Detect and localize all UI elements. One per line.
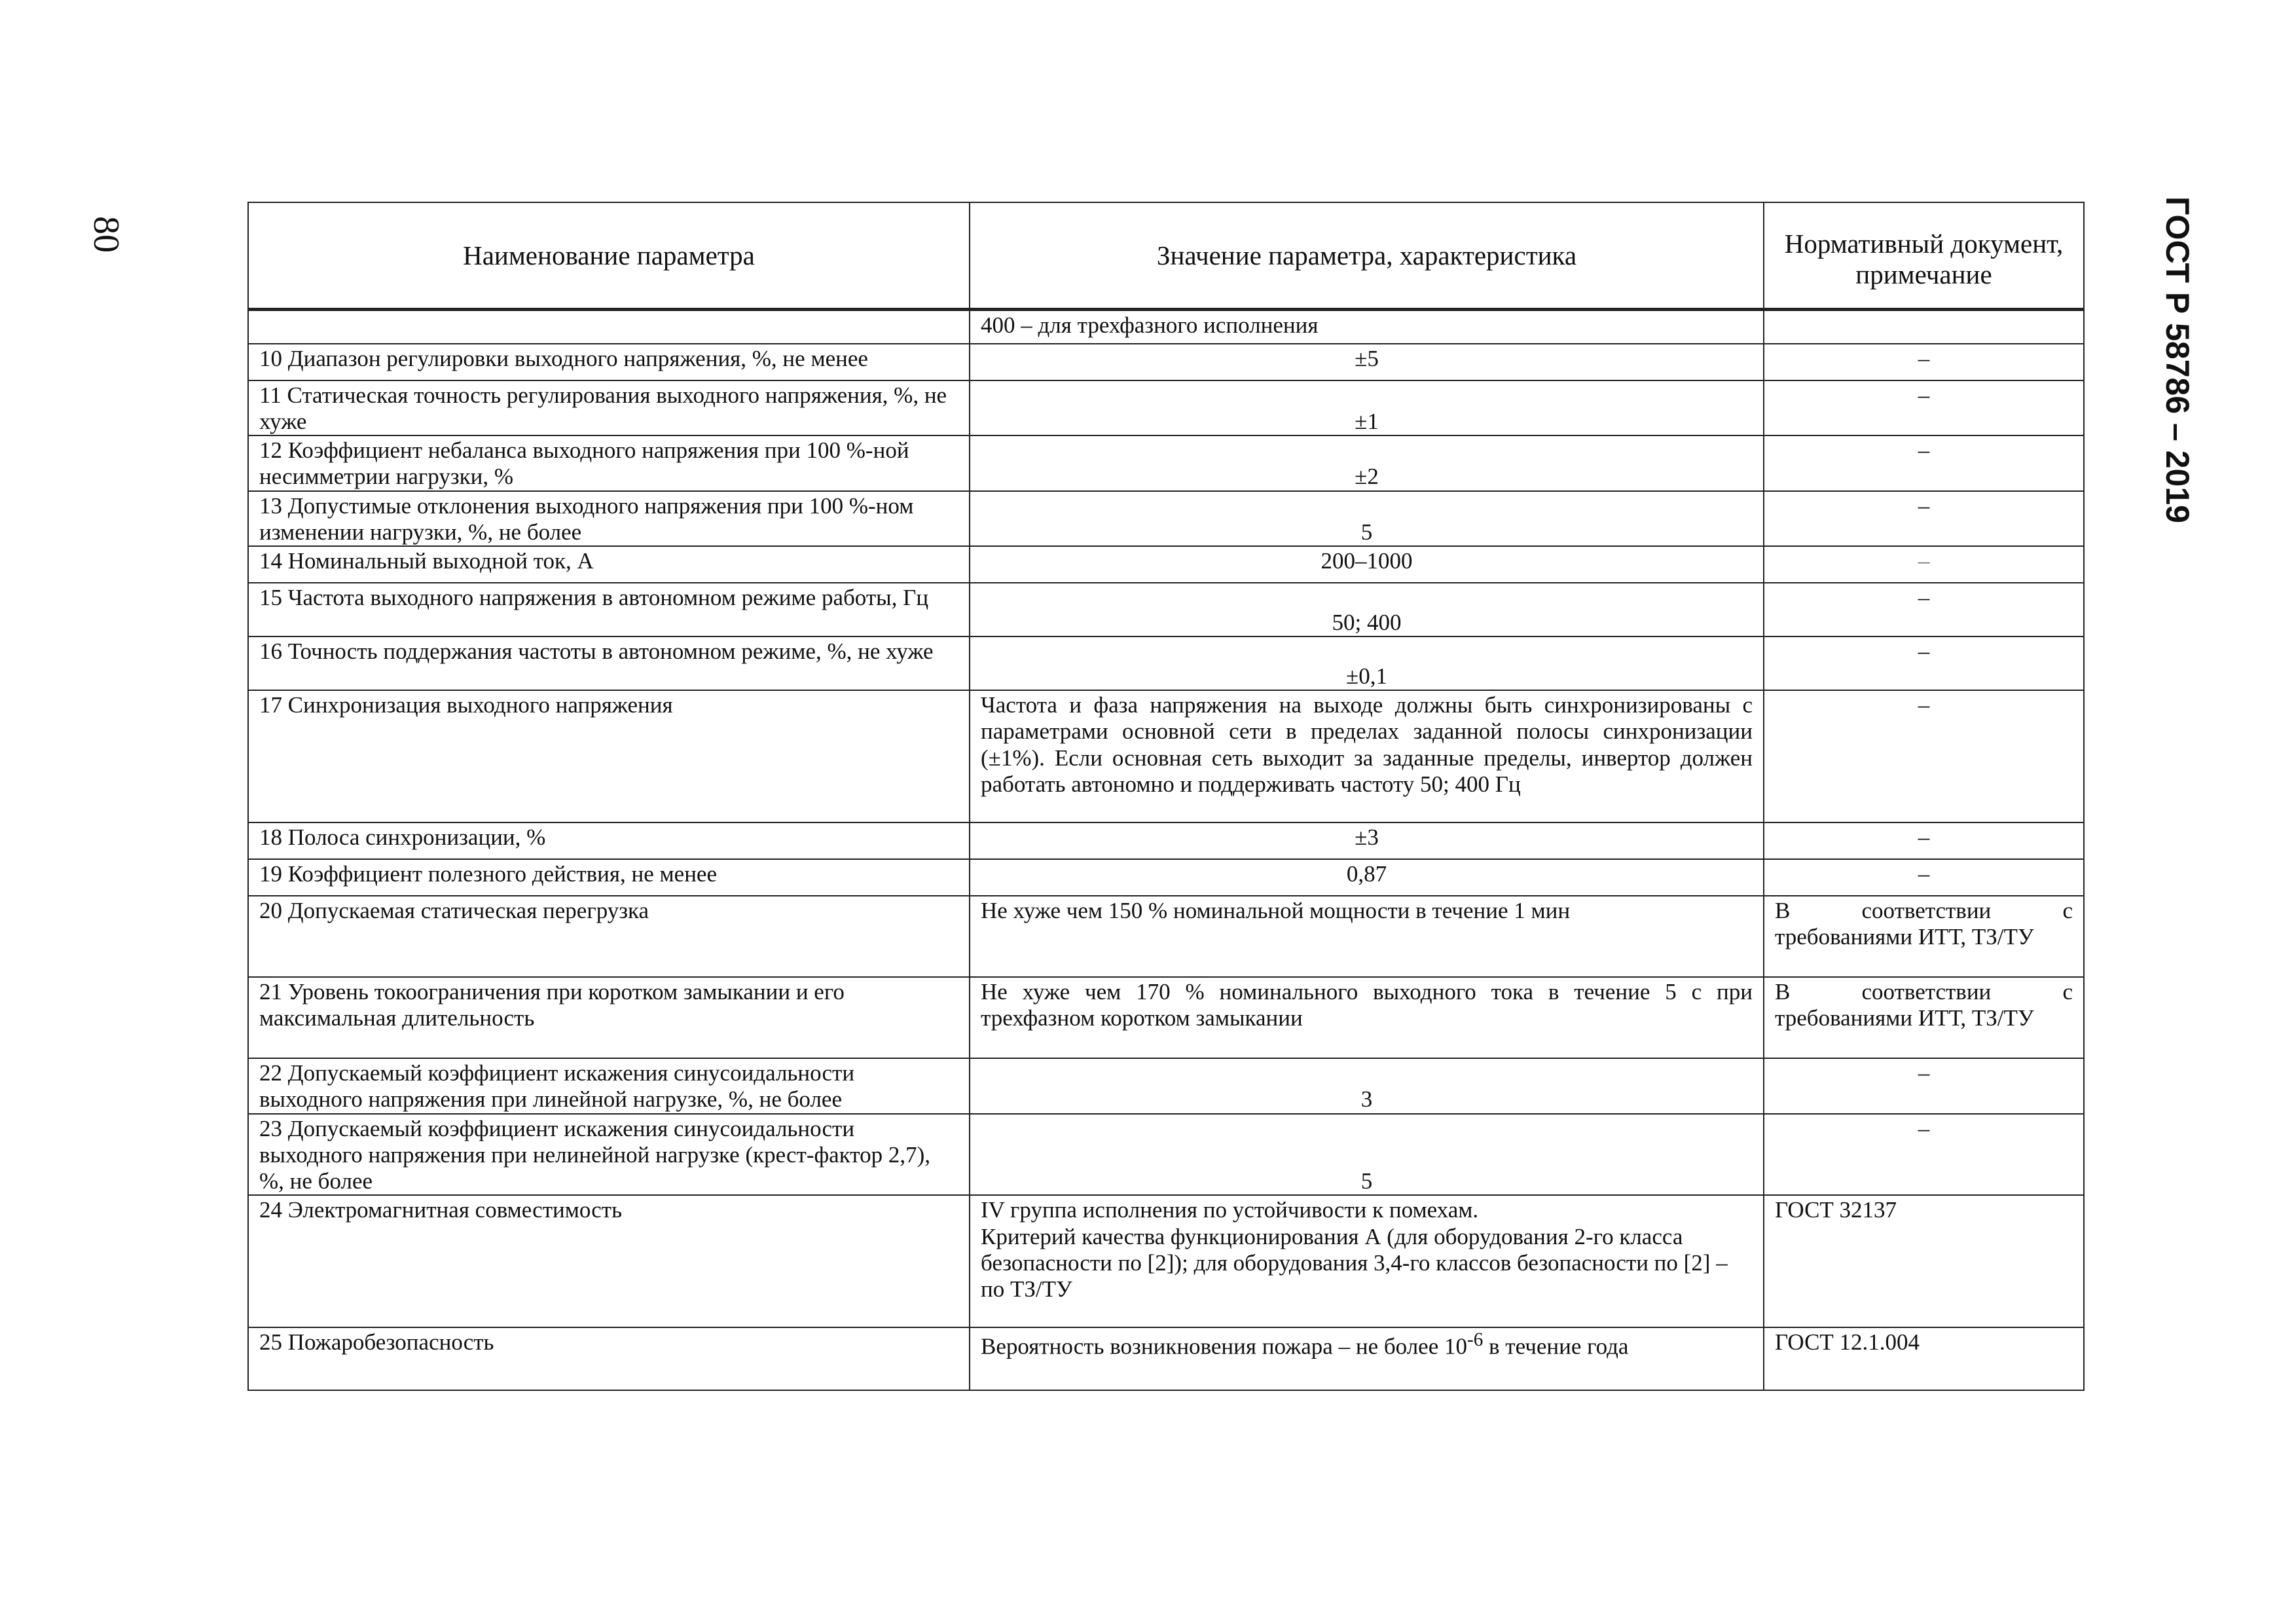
table-row (248, 310, 2084, 344)
table-row (248, 822, 2084, 859)
parameters-table (247, 202, 2085, 1391)
note-cell: – (1764, 583, 2084, 637)
param-cell: 25 Пожаробезопасность (248, 1327, 970, 1390)
value-cell: 0,87 (970, 859, 1764, 896)
table-row (248, 1058, 2084, 1114)
table-row (248, 583, 2084, 637)
value-cell: ±2 (970, 435, 1764, 491)
note-cell: ГОСТ 12.1.004 (1764, 1327, 2084, 1390)
emc-criterion-line: Критерий качества функционирования А (для оборудования 2-го класса безопасности по [2]); для оборудования 3,4-го классов безопасности по [2] – по ТЗ/ТУ (981, 1223, 1728, 1302)
param-cell: 16 Точность поддержания частоты в автономном режиме, %, не хуже (248, 637, 970, 690)
note-cell: – (1764, 822, 2084, 859)
page-number: 80 (86, 216, 126, 253)
param-cell: 19 Коэффициент полезного действия, не менее (248, 859, 970, 896)
param-cell: 10 Диапазон регулировки выходного напряжения, %, не менее (248, 344, 970, 380)
table-row (248, 977, 2084, 1058)
note-cell (1764, 310, 2084, 344)
table-row (248, 690, 2084, 822)
param-cell: 17 Синхронизация выходного напряжения (248, 690, 970, 822)
note-cell: – (1764, 435, 2084, 491)
value-cell: ±5 (970, 344, 1764, 380)
note-cell: – (1764, 344, 2084, 380)
value-cell: ±1 (970, 380, 1764, 436)
value-cell: 5 (970, 491, 1764, 547)
table-row (248, 491, 2084, 547)
table-row (248, 896, 2084, 977)
note-cell: – (1764, 380, 2084, 436)
note-cell: – (1764, 1114, 2084, 1196)
value-cell: 5 (970, 1114, 1764, 1196)
value-cell: 400 – для трехфазного исполнения (970, 310, 1764, 344)
document-code: ГОСТ Р 58786 – 2019 (2159, 196, 2196, 523)
value-cell: Не хуже чем 150 % номинальной мощности в течение 1 мин (970, 896, 1764, 977)
param-cell: 14 Номинальный выходной ток, А (248, 546, 970, 583)
param-cell: 22 Допускаемый коэффициент искажения синусоидальности выходного напряжения при линейной нагрузке, %, не более (248, 1058, 970, 1114)
table-header-row (248, 202, 2084, 310)
param-cell: 13 Допустимые отклонения выходного напряжения при 100 %-ном изменении нагрузки, %, не более (248, 491, 970, 547)
value-cell (970, 1195, 1764, 1327)
value-cell: ±0,1 (970, 637, 1764, 690)
note-cell: – (1764, 546, 2084, 583)
value-cell: Частота и фаза напряжения на выходе должны быть синхронизированы с параметрами основной сети в пределах заданной полосы синхронизации (±1%). Если основная сеть выходит за заданные пределы, инвертор должен работать автономно и поддерживать частоту 50; 400 Гц (970, 690, 1764, 822)
table-row (248, 344, 2084, 380)
value-cell: 200–1000 (970, 546, 1764, 583)
note-cell: – (1764, 859, 2084, 896)
header-normative-document: Нормативный документ, примечание (1764, 202, 2084, 310)
note-cell: – (1764, 491, 2084, 547)
table-row (248, 1114, 2084, 1196)
table-row (248, 859, 2084, 896)
param-cell: 21 Уровень токоограничения при коротком замыкании и его максимальная длительность (248, 977, 970, 1058)
note-cell: – (1764, 690, 2084, 822)
table-row (248, 1327, 2084, 1390)
param-cell: 18 Полоса синхронизации, % (248, 822, 970, 859)
note-cell: В соответствии с требованиями ИТТ, ТЗ/ТУ (1764, 977, 2084, 1058)
param-cell: 20 Допускаемая статическая перегрузка (248, 896, 970, 977)
param-cell: 15 Частота выходного напряжения в автономном режиме работы, Гц (248, 583, 970, 637)
emc-group-line: IV группа исполнения по устойчивости к помехам. (981, 1197, 1479, 1223)
value-cell: Вероятность возникновения пожара – не более $10^{-6}$ в течение года (970, 1327, 1764, 1390)
note-cell: ГОСТ 32137 (1764, 1195, 2084, 1327)
note-cell: – (1764, 1058, 2084, 1114)
value-cell: Не хуже чем 170 % номинального выходного тока в течение 5 с при трехфазном коротком замыкании (970, 977, 1764, 1058)
exponent: -6 (1467, 1329, 1484, 1351)
table-row (248, 546, 2084, 583)
table-row (248, 435, 2084, 491)
param-cell (248, 310, 970, 344)
param-cell: 12 Коэффициент небаланса выходного напряжения при 100 %-ной несимметрии нагрузки, % (248, 435, 970, 491)
table-row (248, 380, 2084, 436)
header-parameter-value: Значение параметра, характеристика (970, 202, 1764, 310)
note-cell: В соответствии с требованиями ИТТ, ТЗ/ТУ (1764, 896, 2084, 977)
value-cell: 50; 400 (970, 583, 1764, 637)
value-cell: 3 (970, 1058, 1764, 1114)
param-cell: 24 Электромагнитная совместимость (248, 1195, 970, 1327)
param-cell: 23 Допускаемый коэффициент искажения синусоидальности выходного напряжения при нелинейной нагрузке (крест-фактор 2,7), %, не более (248, 1114, 970, 1196)
param-cell: 11 Статическая точность регулирования выходного напряжения, %, не хуже (248, 380, 970, 436)
table-row (248, 637, 2084, 690)
note-cell: – (1764, 637, 2084, 690)
table-row (248, 1195, 2084, 1327)
header-parameter-name: Наименование параметра (248, 202, 970, 310)
value-cell: ±3 (970, 822, 1764, 859)
